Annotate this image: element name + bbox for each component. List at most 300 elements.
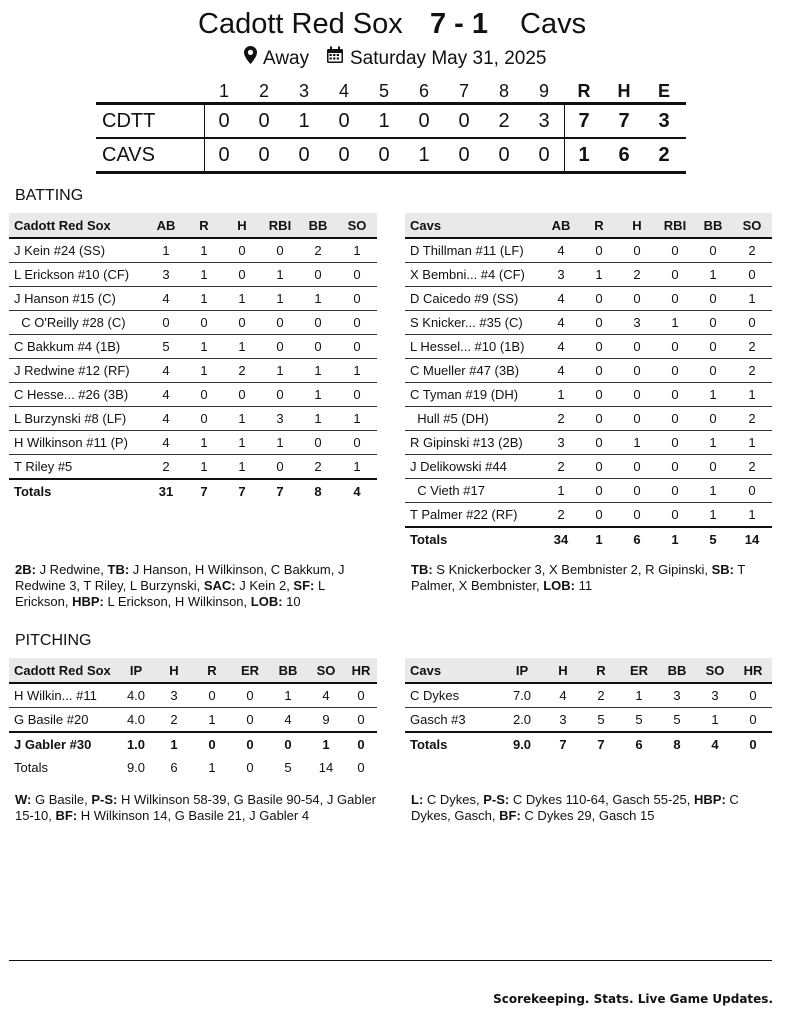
table-row bbox=[9, 383, 377, 407]
pitching-section-title: PITCHING bbox=[15, 632, 92, 649]
player-name: C Vieth #17 bbox=[405, 479, 542, 503]
inning-col: 3 bbox=[298, 81, 309, 101]
table-row bbox=[9, 732, 377, 756]
stat-cell: 1.0 bbox=[117, 732, 155, 756]
stat-cell: 4.0 bbox=[117, 708, 155, 733]
map-pin-icon bbox=[244, 46, 257, 72]
errors-total: 2 bbox=[658, 144, 670, 166]
stat-cell: 0 bbox=[694, 359, 732, 383]
stat-cell: 9.0 bbox=[126, 760, 146, 775]
stat-cell: 0 bbox=[580, 335, 618, 359]
linescore-bottom-rule bbox=[96, 171, 686, 174]
stat-cell: 2 bbox=[542, 503, 580, 528]
totals-row bbox=[9, 479, 377, 503]
stat-cell: 0 bbox=[223, 311, 261, 335]
stat-cell: 0 bbox=[345, 683, 377, 708]
stat-cell: 1 bbox=[185, 431, 223, 455]
stat-cell: 2 bbox=[618, 263, 656, 287]
calendar-icon bbox=[326, 46, 344, 72]
stat-cell: 2 bbox=[732, 455, 772, 479]
stat-cell: 0 bbox=[618, 407, 656, 431]
stat-cell: 0 bbox=[231, 732, 269, 756]
stat-cell: 2 bbox=[223, 359, 261, 383]
stat-cell: 0 bbox=[694, 287, 732, 311]
stat-cell: 3 bbox=[542, 431, 580, 455]
stat-cell: 1 bbox=[618, 431, 656, 455]
stat-column-header: AB bbox=[542, 213, 580, 238]
stat-cell: 2 bbox=[582, 683, 620, 708]
team-column-header: Cadott Red Sox bbox=[9, 213, 147, 238]
stat-cell: 14 bbox=[732, 527, 772, 551]
stat-cell: 0 bbox=[261, 311, 299, 335]
stat-cell: 1 bbox=[307, 732, 345, 756]
stat-cell: 7 bbox=[544, 732, 582, 756]
table-row bbox=[405, 708, 772, 733]
note-text: C Dykes, bbox=[423, 792, 484, 807]
stat-cell: 0 bbox=[732, 263, 772, 287]
date-info bbox=[326, 46, 546, 72]
stat-cell: 1 bbox=[694, 383, 732, 407]
inning-score: 0 bbox=[218, 110, 230, 132]
note-text: L Erickson, bbox=[15, 578, 325, 609]
note-label: SAC: bbox=[203, 578, 236, 593]
stat-cell: 4 bbox=[542, 287, 580, 311]
stat-cell: 0 bbox=[656, 479, 694, 503]
table-row bbox=[405, 335, 772, 359]
player-name: Totals bbox=[405, 527, 542, 551]
stat-cell: 7 bbox=[261, 479, 299, 503]
stat-cell: 0 bbox=[618, 503, 656, 528]
runs-total: 1 bbox=[578, 144, 590, 166]
stat-cell: 0 bbox=[299, 263, 337, 287]
stat-cell: 0 bbox=[618, 287, 656, 311]
note-label: TB: bbox=[107, 562, 130, 577]
stat-cell: 7 bbox=[223, 479, 261, 503]
stat-cell: 0 bbox=[223, 383, 261, 407]
stat-cell: 1 bbox=[732, 383, 772, 407]
team-abbr: CDTT bbox=[102, 110, 156, 132]
stat-cell: 1 bbox=[337, 455, 377, 480]
table-row bbox=[405, 503, 772, 528]
stat-cell: 3 bbox=[147, 263, 185, 287]
stat-cell: 0 bbox=[337, 263, 377, 287]
inning-score: 1 bbox=[378, 110, 390, 132]
date-label: Saturday May 31, 2025 bbox=[350, 48, 547, 69]
stat-cell: 1 bbox=[580, 527, 618, 551]
location-label: Away bbox=[263, 48, 310, 69]
stat-column-header: BB bbox=[658, 658, 696, 683]
player-name: C Tyman #19 (DH) bbox=[405, 383, 542, 407]
stat-cell: 1 bbox=[299, 359, 337, 383]
inning-score: 0 bbox=[418, 110, 430, 132]
stat-cell: 1 bbox=[732, 431, 772, 455]
table-row bbox=[9, 708, 377, 733]
stat-cell: 0 bbox=[269, 732, 307, 756]
stat-cell: 0 bbox=[231, 683, 269, 708]
stat-cell: 14 bbox=[318, 760, 334, 775]
note-label: BF: bbox=[499, 808, 521, 823]
inning-col: 6 bbox=[418, 81, 429, 101]
stat-cell: 0 bbox=[345, 732, 377, 756]
stat-cell: 1 bbox=[732, 503, 772, 528]
stat-cell: 0 bbox=[185, 407, 223, 431]
stat-cell: 1 bbox=[223, 335, 261, 359]
home-pitching-notes bbox=[15, 792, 380, 824]
table-header-row bbox=[405, 213, 772, 238]
stat-cell: 0 bbox=[261, 238, 299, 263]
stat-cell: 0 bbox=[580, 479, 618, 503]
stat-cell: 0 bbox=[193, 683, 231, 708]
stat-cell: 4 bbox=[307, 683, 345, 708]
stat-cell: 1 bbox=[694, 503, 732, 528]
player-name: H Wilkin... #11 bbox=[9, 683, 117, 708]
stat-cell: 0 bbox=[734, 683, 772, 708]
player-name: C O'Reilly #28 (C) bbox=[9, 311, 147, 335]
stat-cell: 3 bbox=[542, 263, 580, 287]
hits-col: H bbox=[617, 81, 631, 101]
linescore-row-home bbox=[96, 104, 686, 138]
stat-cell: 0 bbox=[185, 383, 223, 407]
stat-cell: 0 bbox=[734, 732, 772, 756]
stat-cell: 0 bbox=[246, 760, 254, 775]
stat-cell: 0 bbox=[618, 238, 656, 263]
stat-column-header: SO bbox=[307, 658, 345, 683]
team-abbr: CAVS bbox=[102, 144, 155, 166]
stat-cell: 1 bbox=[299, 407, 337, 431]
table-row bbox=[405, 383, 772, 407]
stat-column-header: BB bbox=[299, 213, 337, 238]
stat-cell: 0 bbox=[694, 311, 732, 335]
table-row bbox=[405, 359, 772, 383]
player-name: Totals bbox=[14, 760, 48, 775]
table-row bbox=[9, 407, 377, 431]
stat-cell: 0 bbox=[656, 238, 694, 263]
note-label: BF: bbox=[55, 808, 78, 823]
stat-column-header: IP bbox=[117, 658, 155, 683]
stat-column-header: RBI bbox=[261, 213, 299, 238]
stat-cell: 6 bbox=[170, 760, 178, 775]
stat-cell: 2 bbox=[732, 238, 772, 263]
player-name: L Hessel... #10 (1B) bbox=[405, 335, 542, 359]
stat-cell: 2 bbox=[147, 455, 185, 480]
table-row bbox=[9, 238, 377, 263]
stat-cell: 0 bbox=[694, 238, 732, 263]
stat-cell: 0 bbox=[656, 407, 694, 431]
stat-cell: 0 bbox=[656, 455, 694, 479]
stat-cell: 0 bbox=[337, 335, 377, 359]
errors-total: 3 bbox=[658, 110, 670, 132]
stat-cell: 0 bbox=[580, 238, 618, 263]
home-team-name: Cadott Red Sox bbox=[198, 8, 403, 40]
stat-cell: 2 bbox=[732, 359, 772, 383]
table-header-row bbox=[9, 658, 377, 683]
stat-cell: 0 bbox=[656, 263, 694, 287]
stat-cell: 5 bbox=[284, 760, 292, 775]
stat-cell: 1 bbox=[269, 683, 307, 708]
stat-column-header: SO bbox=[696, 658, 734, 683]
totals-row bbox=[405, 732, 772, 756]
stat-cell: 4 bbox=[542, 238, 580, 263]
stat-cell: 0 bbox=[299, 311, 337, 335]
stat-cell: 1 bbox=[185, 287, 223, 311]
game-title bbox=[0, 6, 800, 42]
stat-cell: 1 bbox=[147, 238, 185, 263]
team-column-header: Cavs bbox=[405, 213, 542, 238]
stat-column-header: RBI bbox=[656, 213, 694, 238]
linescore-divider bbox=[564, 104, 565, 171]
stat-cell: 2 bbox=[542, 455, 580, 479]
stat-cell: 0 bbox=[618, 455, 656, 479]
stat-cell: 0 bbox=[261, 335, 299, 359]
stat-cell: 5 bbox=[694, 527, 732, 551]
stat-cell: 0 bbox=[580, 503, 618, 528]
stat-cell: 31 bbox=[147, 479, 185, 503]
stat-column-header: R bbox=[580, 213, 618, 238]
stat-cell: 0 bbox=[223, 238, 261, 263]
stat-cell: 3 bbox=[155, 683, 193, 708]
stat-cell: 0 bbox=[656, 335, 694, 359]
stat-column-header: R bbox=[582, 658, 620, 683]
table-row bbox=[405, 263, 772, 287]
player-name: Totals bbox=[405, 732, 500, 756]
stat-cell: 8 bbox=[299, 479, 337, 503]
stat-cell: 0 bbox=[694, 455, 732, 479]
stat-cell: 4 bbox=[147, 431, 185, 455]
player-name: J Kein #24 (SS) bbox=[9, 238, 147, 263]
player-name: D Caicedo #9 (SS) bbox=[405, 287, 542, 311]
stat-cell: 0 bbox=[261, 383, 299, 407]
hits-total: 6 bbox=[618, 144, 630, 166]
stat-cell: 4.0 bbox=[117, 683, 155, 708]
home-batting-notes bbox=[15, 562, 380, 610]
player-name: Hull #5 (DH) bbox=[405, 407, 542, 431]
table-row bbox=[9, 683, 377, 708]
linescore-divider bbox=[204, 104, 205, 171]
team-column-header: Cadott Red Sox bbox=[9, 658, 117, 683]
player-name: J Delikowski #44 bbox=[405, 455, 542, 479]
stat-cell: 4 bbox=[147, 287, 185, 311]
player-name: C Hesse... #26 (3B) bbox=[9, 383, 147, 407]
note-label: SF: bbox=[293, 578, 315, 593]
stat-cell: 0 bbox=[193, 732, 231, 756]
table-header-row bbox=[9, 213, 377, 238]
stat-cell: 1 bbox=[732, 287, 772, 311]
stat-cell: 0 bbox=[732, 311, 772, 335]
stat-cell: 5 bbox=[658, 708, 696, 733]
stat-cell: 4 bbox=[147, 383, 185, 407]
player-name: R Gipinski #13 (2B) bbox=[405, 431, 542, 455]
player-name: J Hanson #15 (C) bbox=[9, 287, 147, 311]
stat-cell: 0 bbox=[337, 311, 377, 335]
player-name: J Gabler #30 bbox=[9, 732, 117, 756]
note-text: 11 bbox=[575, 578, 593, 593]
note-text: L Erickson, H Wilkinson, bbox=[103, 594, 251, 609]
inning-col: 8 bbox=[498, 81, 509, 101]
stat-cell: 1 bbox=[542, 383, 580, 407]
stat-cell: 0 bbox=[656, 359, 694, 383]
inning-score: 0 bbox=[498, 144, 510, 166]
inning-col: 4 bbox=[338, 81, 349, 101]
table-row bbox=[405, 311, 772, 335]
stat-cell: 7 bbox=[185, 479, 223, 503]
stat-column-header: H bbox=[223, 213, 261, 238]
inning-col: 7 bbox=[458, 81, 469, 101]
inning-col: 5 bbox=[378, 81, 389, 101]
stat-column-header: IP bbox=[500, 658, 544, 683]
note-label: L: bbox=[411, 792, 424, 807]
table-row bbox=[9, 311, 377, 335]
note-text: T Palmer, X Bembnister, bbox=[411, 562, 746, 593]
stat-column-header: HR bbox=[345, 658, 377, 683]
stat-cell: 0 bbox=[580, 311, 618, 335]
linescore-header bbox=[0, 79, 800, 103]
stat-cell: 1 bbox=[208, 760, 216, 775]
batting-section-title: BATTING bbox=[15, 187, 84, 204]
stat-cell: 4 bbox=[269, 708, 307, 733]
stat-cell: 0 bbox=[656, 503, 694, 528]
stat-cell: 1 bbox=[694, 479, 732, 503]
stat-cell: 0 bbox=[618, 479, 656, 503]
player-name: S Knicker... #35 (C) bbox=[405, 311, 542, 335]
stat-cell: 1 bbox=[656, 527, 694, 551]
stat-cell: 6 bbox=[618, 527, 656, 551]
inning-score: 0 bbox=[538, 144, 550, 166]
stat-column-header: HR bbox=[734, 658, 772, 683]
runs-total: 7 bbox=[578, 110, 590, 132]
stat-column-header: ER bbox=[620, 658, 658, 683]
stat-cell: 3 bbox=[544, 708, 582, 733]
inning-col: 9 bbox=[538, 81, 549, 101]
stat-cell: 1 bbox=[155, 732, 193, 756]
inning-score: 0 bbox=[458, 144, 470, 166]
stat-cell: 1 bbox=[185, 455, 223, 480]
stat-cell: 0 bbox=[231, 708, 269, 733]
note-text: C Dykes, Gasch, bbox=[411, 792, 739, 823]
note-label: P-S: bbox=[483, 792, 510, 807]
stat-cell: 3 bbox=[658, 683, 696, 708]
stat-cell: 0 bbox=[345, 708, 377, 733]
table-row bbox=[9, 359, 377, 383]
stat-cell: 0 bbox=[299, 431, 337, 455]
table-row bbox=[405, 683, 772, 708]
stat-cell: 0 bbox=[337, 287, 377, 311]
note-label: HBP: bbox=[694, 792, 726, 807]
stat-cell: 1 bbox=[337, 359, 377, 383]
stat-cell: 0 bbox=[580, 359, 618, 383]
stat-cell: 8 bbox=[658, 732, 696, 756]
player-name: G Basile #20 bbox=[9, 708, 117, 733]
footer-tagline: Scorekeeping. Stats. Live Game Updates. bbox=[493, 992, 773, 1006]
player-name: Gasch #3 bbox=[405, 708, 500, 733]
player-name: C Dykes bbox=[405, 683, 500, 708]
stat-column-header: AB bbox=[147, 213, 185, 238]
table-row bbox=[405, 479, 772, 503]
stat-cell: 1 bbox=[185, 238, 223, 263]
table-row bbox=[405, 407, 772, 431]
stat-cell: 3 bbox=[261, 407, 299, 431]
player-name: T Riley #5 bbox=[9, 455, 147, 480]
table-row bbox=[9, 263, 377, 287]
note-label: LOB: bbox=[543, 578, 576, 593]
stat-cell: 0 bbox=[580, 287, 618, 311]
stat-cell: 4 bbox=[147, 407, 185, 431]
stat-cell: 1 bbox=[299, 383, 337, 407]
stat-cell: 4 bbox=[337, 479, 377, 503]
player-name: H Wilkinson #11 (P) bbox=[9, 431, 147, 455]
stat-cell: 2.0 bbox=[500, 708, 544, 733]
stat-cell: 0 bbox=[299, 335, 337, 359]
stat-cell: 1 bbox=[694, 263, 732, 287]
stat-cell: 0 bbox=[618, 383, 656, 407]
note-text: J Hanson, H Wilkinson, C Bakkum, J Redwine 3, T Riley, L Burzynski, bbox=[15, 562, 345, 593]
linescore-row-away bbox=[96, 138, 686, 172]
player-name: T Palmer #22 (RF) bbox=[405, 503, 542, 528]
stat-cell: 1 bbox=[185, 359, 223, 383]
stat-cell: 0 bbox=[656, 287, 694, 311]
stat-cell: 0 bbox=[580, 407, 618, 431]
away-batting-table bbox=[405, 213, 772, 551]
note-text: J Redwine, bbox=[35, 562, 108, 577]
away-pitching-table bbox=[405, 658, 772, 756]
inning-score: 0 bbox=[338, 110, 350, 132]
note-text: H Wilkinson 14, G Basile 21, J Gabler 4 bbox=[77, 808, 310, 823]
stat-cell: 1 bbox=[193, 708, 231, 733]
stat-cell: 0 bbox=[694, 407, 732, 431]
stat-cell: 1 bbox=[337, 238, 377, 263]
stat-cell: 6 bbox=[620, 732, 658, 756]
stat-column-header: BB bbox=[694, 213, 732, 238]
stat-cell: 0 bbox=[694, 335, 732, 359]
stat-cell: 4 bbox=[542, 335, 580, 359]
player-name: J Redwine #12 (RF) bbox=[9, 359, 147, 383]
stat-cell: 3 bbox=[696, 683, 734, 708]
inning-score: 2 bbox=[498, 110, 510, 132]
stat-cell: 9.0 bbox=[500, 732, 544, 756]
stat-cell: 2 bbox=[732, 407, 772, 431]
table-row bbox=[9, 431, 377, 455]
table-row bbox=[9, 287, 377, 311]
player-name: C Bakkum #4 (1B) bbox=[9, 335, 147, 359]
stat-cell: 4 bbox=[542, 359, 580, 383]
stat-cell: 1 bbox=[223, 407, 261, 431]
stat-cell: 0 bbox=[147, 311, 185, 335]
final-score: 7 - 1 bbox=[430, 8, 489, 40]
location-info bbox=[244, 46, 309, 72]
player-name: C Mueller #47 (3B) bbox=[405, 359, 542, 383]
game-info bbox=[0, 46, 800, 72]
stat-cell: 3 bbox=[618, 311, 656, 335]
stat-column-header: R bbox=[193, 658, 231, 683]
note-text: H Wilkinson 58-39, G Basile 90-54, J Gabler 15-10, bbox=[15, 792, 377, 823]
stat-cell: 1 bbox=[223, 287, 261, 311]
player-name: Totals bbox=[9, 479, 147, 503]
inning-score: 3 bbox=[538, 110, 550, 132]
stat-column-header: ER bbox=[231, 658, 269, 683]
inning-score: 0 bbox=[378, 144, 390, 166]
stat-cell: 2 bbox=[299, 455, 337, 480]
stat-cell: 0 bbox=[337, 383, 377, 407]
note-text: C Dykes 29, Gasch 15 bbox=[520, 808, 655, 823]
away-team-name: Cavs bbox=[520, 8, 587, 40]
team-column-header: Cavs bbox=[405, 658, 500, 683]
stat-column-header: SO bbox=[337, 213, 377, 238]
inning-score: 0 bbox=[298, 144, 310, 166]
stat-cell: 1 bbox=[620, 683, 658, 708]
table-row bbox=[405, 455, 772, 479]
away-pitching-notes bbox=[411, 792, 776, 824]
totals-row bbox=[405, 527, 772, 551]
stat-cell: 2 bbox=[542, 407, 580, 431]
